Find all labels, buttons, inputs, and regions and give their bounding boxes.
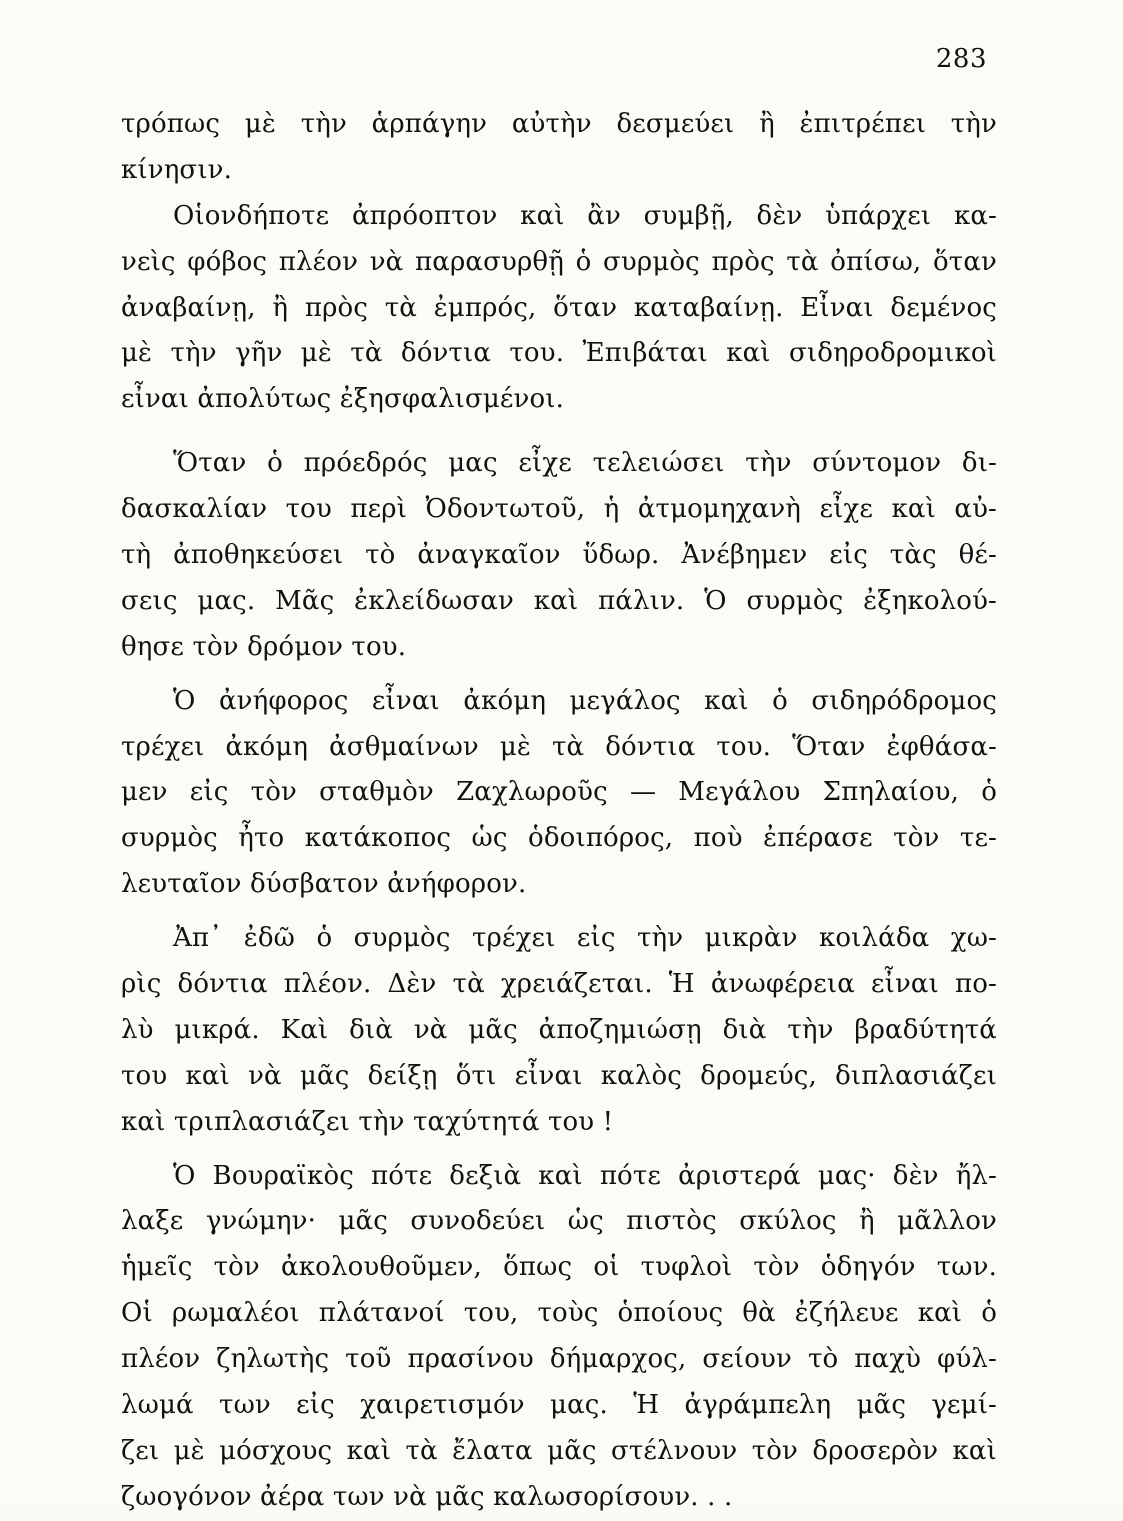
text-line: Ὁ ἀνήφορος εἶναι ἀκόμη μεγάλος καὶ ὁ σιδηρόδρομος	[173, 685, 997, 716]
paragraph-gap	[121, 1146, 997, 1154]
text-line: τὴ ἀποθηκεύσει τὸ ἀναγκαῖον ὕδωρ. Ἀνέβημεν εἰς τὰς θέ-	[121, 540, 997, 571]
paragraph-gap	[121, 671, 997, 679]
text-line: Οἱ ρωμαλέοι πλάτανοί του, τοὺς ὁποίους θὰ ἐζήλευε καὶ ὁ	[121, 1298, 997, 1329]
text-line: θησε τὸν δρόμον του.	[121, 631, 407, 662]
text-line: εἶναι ἀπολύτως ἐξησφαλισμένοι.	[121, 384, 565, 415]
paragraph-gap	[121, 908, 997, 916]
paragraph-2	[121, 194, 997, 423]
paragraph-6	[121, 1154, 997, 1521]
paragraph-gap	[121, 423, 997, 441]
text-line: Ὅταν ὁ πρόεδρός μας εἶχε τελειώσει τὴν σύντομον δι-	[173, 448, 997, 479]
text-line: δασκαλίαν του περὶ Ὀδοντωτοῦ, ἡ ἀτμομηχανὴ εἶχε καὶ αὐ-	[121, 494, 997, 525]
text-line: σεις μας. Μᾶς ἐκλείδωσαν καὶ πάλιν. Ὁ συρμὸς ἐξηκολού-	[121, 585, 997, 616]
text-line: λαξε γνώμην· μᾶς συνοδεύει ὡς πιστὸς σκύλος ἢ μᾶλλον	[121, 1206, 997, 1237]
paragraph-1	[121, 102, 997, 194]
page-number: 283	[935, 44, 987, 74]
text-line: ζει μὲ μόσχους καὶ τὰ ἔλατα μᾶς στέλνουν τὸν δροσερὸν καὶ	[121, 1435, 997, 1466]
text-line: Οἱονδήποτε ἀπρόοπτον καὶ ἂν συμβῇ, δὲν ὑπάρχει κα-	[173, 200, 997, 231]
paragraph-4	[121, 679, 997, 908]
text-line: λευταῖον δύσβατον ἀνήφορον.	[121, 869, 527, 900]
text-line: ρὶς δόντια πλέον. Δὲν τὰ χρειάζεται. Ἡ ἀνωφέρεια εἶναι πο-	[121, 969, 997, 1000]
text-line: καὶ τριπλασιάζει τὴν ταχύτητά του !	[121, 1106, 614, 1137]
text-line: μὲ τὴν γῆν μὲ τὰ δόντια του. Ἐπιβάται καὶ σιδηροδρομικοὶ	[121, 338, 997, 369]
paragraph-3	[121, 441, 997, 670]
text-line: τρόπως μὲ τὴν ἁρπάγην αὐτὴν δεσμεύει ἢ ἐπιτρέπει τὴν	[121, 109, 997, 139]
text-line: Ἀπ᾽ ἐδῶ ὁ συρμὸς τρέχει εἰς τὴν μικρὰν κοιλάδα χω-	[173, 923, 997, 954]
text-line: συρμὸς ἦτο κατάκοπος ὡς ὁδοιπόρος, ποὺ ἐπέρασε τὸν τε-	[121, 823, 997, 854]
text-line: ἀναβαίνῃ, ἢ πρὸς τὰ ἐμπρός, ὅταν καταβαίνῃ. Εἶναι δεμένος	[121, 292, 997, 323]
text-line: του καὶ νὰ μᾶς δείξῃ ὅτι εἶναι καλὸς δρομεύς, διπλασιάζει	[121, 1060, 997, 1091]
text-line: μεν εἰς τὸν σταθμὸν Ζαχλωροῦς — Μεγάλου Σπηλαίου, ὁ	[121, 777, 997, 808]
body-text	[121, 102, 997, 1521]
text-line: λὺ μικρά. Καὶ διὰ νὰ μᾶς ἀποζημιώσῃ διὰ τὴν βραδύτητά	[121, 1014, 997, 1045]
text-line: Ὁ Βουραϊκὸς πότε δεξιὰ καὶ πότε ἀριστερά μας· δὲν ἤλ-	[173, 1160, 997, 1191]
text-line: λωμά των εἰς χαιρετισμόν μας. Ἡ ἀγράμπελη μᾶς γεμί-	[121, 1390, 997, 1421]
text-line: τρέχει ἀκόμη ἀσθμαίνων μὲ τὰ δόντια του. Ὅταν ἐφθάσα-	[121, 731, 997, 762]
paragraph-5	[121, 916, 997, 1145]
text-line: πλέον ζηλωτὴς τοῦ πρασίνου δήμαρχος, σείουν τὸ παχὺ φύλ-	[121, 1344, 997, 1375]
text-line: ζωογόνον ἀέρα των νὰ μᾶς καλωσορίσουν. . .	[121, 1481, 733, 1512]
text-line: νεὶς φόβος πλέον νὰ παρασυρθῇ ὁ συρμὸς πρὸς τὰ ὀπίσω, ὅταν	[121, 246, 997, 277]
text-line: ἡμεῖς τὸν ἀκολουθοῦμεν, ὅπως οἱ τυφλοὶ τὸν ὁδηγόν των.	[121, 1252, 997, 1283]
text-line: κίνησιν.	[121, 154, 233, 185]
